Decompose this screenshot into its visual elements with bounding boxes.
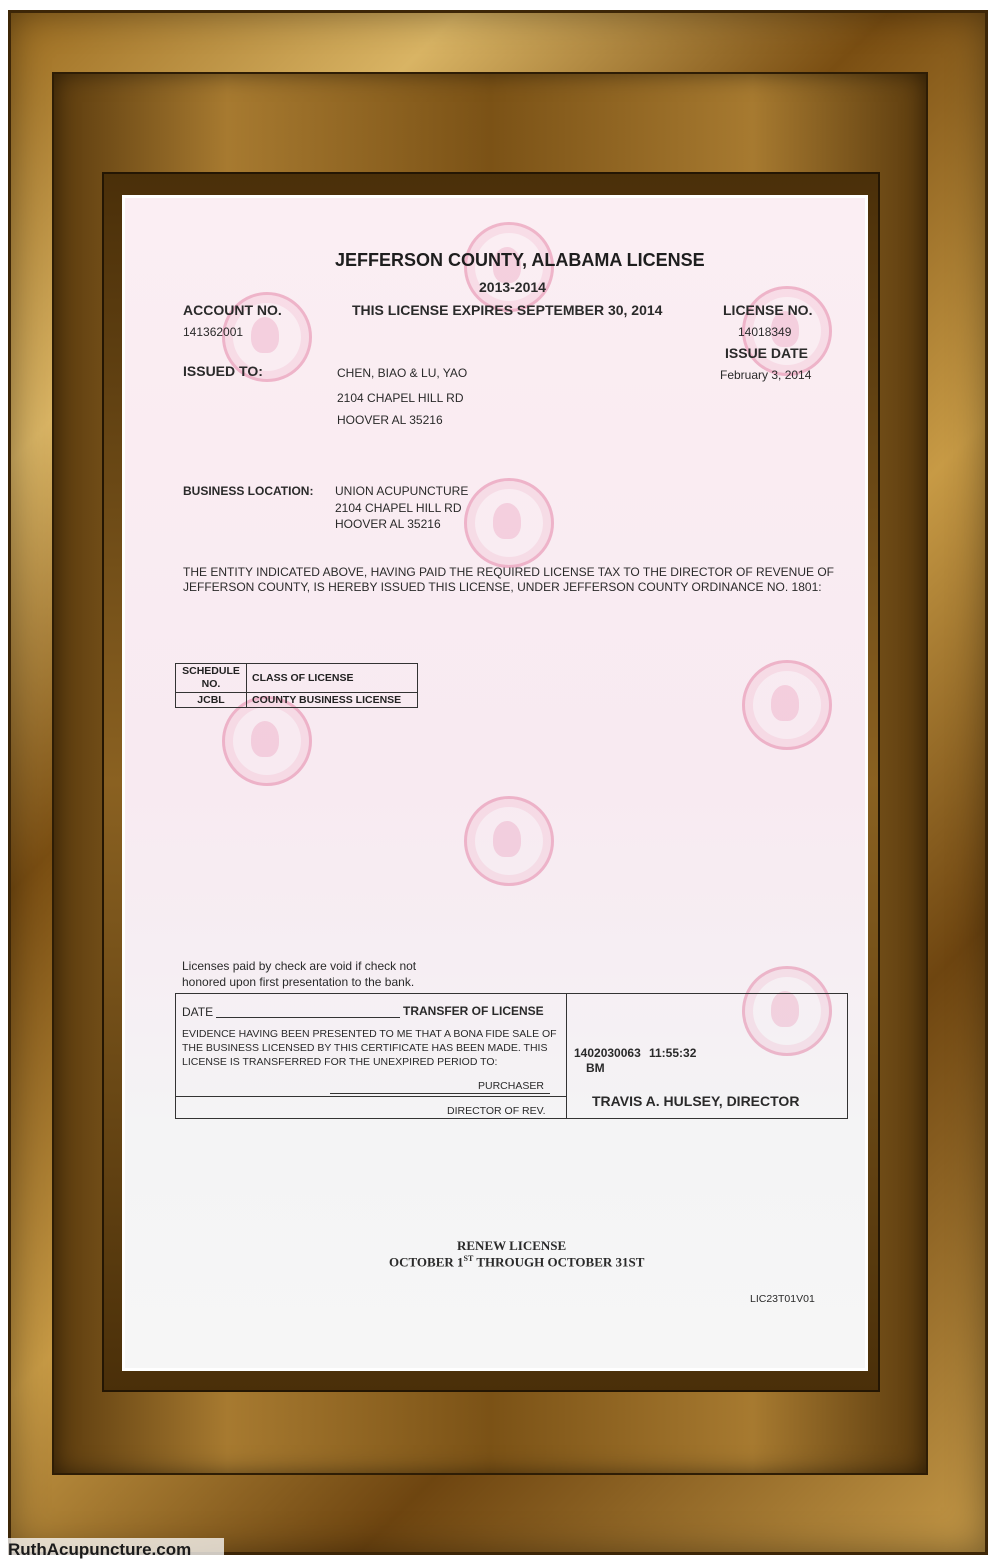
transfer-evidence3: LICENSE IS TRANSFERRED FOR THE UNEXPIRED PERIOD TO:	[182, 1056, 498, 1068]
account-number-value: 141362001	[183, 325, 244, 339]
renew-period-sup: ST	[463, 1254, 474, 1263]
business-location-label: BUSINESS LOCATION:	[183, 484, 314, 498]
license-number-label: LICENSE NO.	[723, 302, 813, 318]
license-title: JEFFERSON COUNTY, ALABAMA LICENSE	[335, 250, 705, 270]
business-name: UNION ACUPUNCTURE	[335, 484, 469, 498]
statement-line2: JEFFERSON COUNTY, IS HEREBY ISSUED THIS LICENSE, UNDER JEFFERSON COUNTY ORDINANCE NO. 1801:	[183, 580, 822, 594]
transfer-title: TRANSFER OF LICENSE	[403, 1004, 544, 1018]
issued-to-name: CHEN, BIAO & LU, YAO	[337, 366, 468, 380]
renew-license-title: RENEW LICENSE	[457, 1238, 567, 1253]
director-of-rev-label: DIRECTOR OF REV.	[447, 1105, 546, 1117]
renew-license-period	[389, 1254, 644, 1270]
county-seal-icon	[464, 478, 554, 568]
transfer-evidence1: EVIDENCE HAVING BEEN PRESENTED TO ME THAT A BONA FIDE SALE OF	[182, 1028, 557, 1040]
schedule-no-header-line2: NO.	[201, 678, 221, 690]
transfer-date-label: DATE	[182, 1005, 214, 1019]
transfer-box-rule	[175, 1096, 567, 1097]
form-code: LIC23T01V01	[750, 1293, 815, 1305]
class-of-license-header: CLASS OF LICENSE	[247, 664, 418, 693]
schedule-no-header-line1: SCHEDULE	[182, 665, 240, 677]
transfer-date-line	[216, 1017, 400, 1018]
check-note-line2: honored upon first presentation to the bank.	[182, 975, 415, 989]
schedule-no-header	[176, 664, 247, 693]
purchaser-line	[330, 1093, 550, 1094]
receipt-initials: BM	[586, 1061, 605, 1075]
transfer-box-divider	[566, 993, 567, 1119]
schedule-header-row	[176, 664, 418, 693]
site-watermark: RuthAcupuncture.com	[0, 1538, 224, 1562]
schedule-no-cell: JCBL	[176, 693, 247, 708]
issued-to-address2: HOOVER AL 35216	[337, 413, 443, 427]
table-row	[176, 693, 418, 708]
statement-line1: THE ENTITY INDICATED ABOVE, HAVING PAID THE REQUIRED LICENSE TAX TO THE DIRECTOR OF REVENUE OF	[183, 565, 835, 579]
renew-period-start: OCTOBER 1	[389, 1254, 464, 1270]
check-note-line1: Licenses paid by check are void if check not	[182, 959, 417, 973]
business-address1: 2104 CHAPEL HILL RD	[335, 501, 462, 515]
county-seal-icon	[742, 660, 832, 750]
purchaser-label: PURCHASER	[478, 1080, 544, 1092]
license-years: 2013-2014	[479, 279, 546, 295]
director-signature: TRAVIS A. HULSEY, DIRECTOR	[592, 1093, 800, 1109]
license-expiration: THIS LICENSE EXPIRES SEPTEMBER 30, 2014	[352, 302, 663, 318]
schedule-table	[175, 663, 418, 708]
business-address2: HOOVER AL 35216	[335, 517, 441, 531]
receipt-time: 11:55:32	[649, 1046, 697, 1060]
county-seal-icon	[464, 796, 554, 886]
account-number-label: ACCOUNT NO.	[183, 302, 282, 318]
county-seal-icon	[222, 696, 312, 786]
issued-to-address1: 2104 CHAPEL HILL RD	[337, 391, 464, 405]
issued-to-label: ISSUED TO:	[183, 363, 263, 379]
issue-date-value: February 3, 2014	[720, 368, 812, 382]
license-number-value: 14018349	[738, 325, 792, 339]
receipt-number: 1402030063	[574, 1046, 641, 1060]
renew-period-end: THROUGH OCTOBER 31ST	[473, 1254, 645, 1270]
class-of-license-cell: COUNTY BUSINESS LICENSE	[247, 693, 418, 708]
transfer-evidence2: THE BUSINESS LICENSED BY THIS CERTIFICATE HAS BEEN MADE. THIS	[182, 1042, 548, 1054]
issue-date-label: ISSUE DATE	[725, 345, 808, 361]
